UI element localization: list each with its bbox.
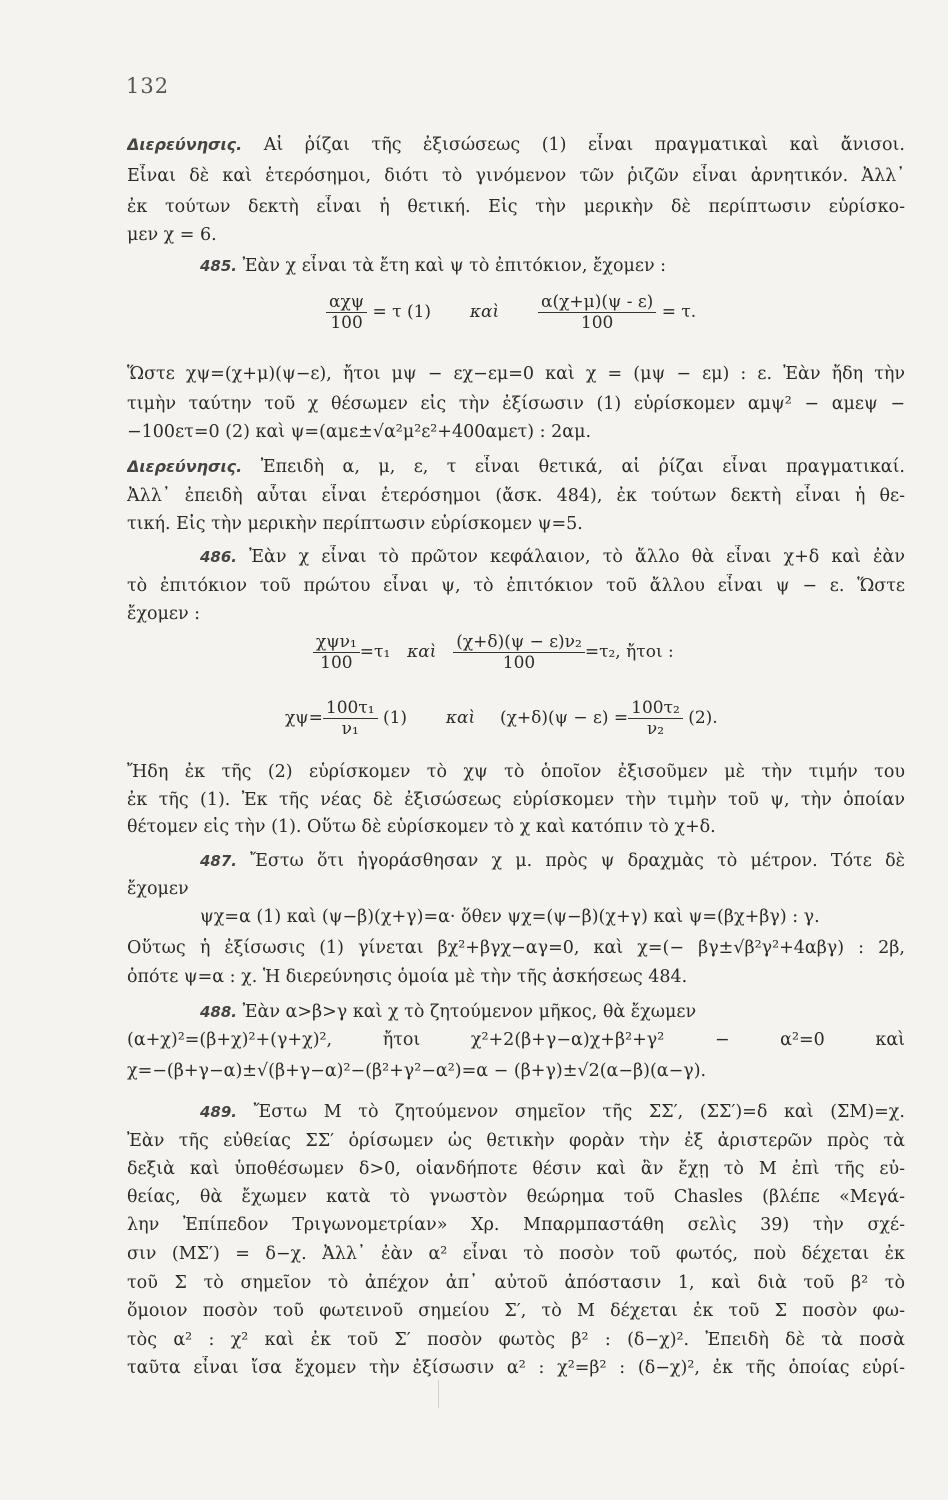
page-number: 132 xyxy=(126,74,170,98)
text: Ἐὰν α>β>γ καὶ χ τὸ ζητούμενον μῆκος, θὰ ἔχωμεν xyxy=(242,1002,697,1022)
paragraph-line: Ἀλλ᾽ ἐπειδὴ αὗται εἶναι ἑτερόσημοι (ἄσκ. 484), ἐκ τούτων δεκτὴ εἶναι ἡ θε- xyxy=(127,486,905,506)
paragraph-line: ὁπότε ψ=α : χ. Ἡ διερεύνησις ὁμοία μὲ τὴν τῆς ἀσκήσεως 484. xyxy=(127,967,688,987)
equation-486-b: χψ= $\frac{\text{100τ₁}}{\text{ν₁}}$ (1) καὶ (χ+δ)(ψ − ε) = $\frac{\text{100τ₂}}{\text{ν₂}}$ (2). xyxy=(285,698,718,739)
paragraph-line: λην Ἐπίπεδον Τριγωνομετρίαν» Χρ. Μπαρμπαστάθη σελὶς 39) τὴν σχέ- xyxy=(127,1215,905,1235)
exercise-number: 488. xyxy=(200,1003,238,1021)
paragraph-line: ψχ=α (1) καὶ (ψ−β)(χ+γ)=α· ὅθεν ψχ=(ψ−β)(χ+γ) καὶ ψ=(βχ+βγ) : γ. xyxy=(200,907,820,927)
paragraph-line: τὸς α² : χ² καὶ ἐκ τοῦ Σ′ ποσὸν φωτὸς β² : (δ−χ)². Ἐπειδὴ δὲ τὰ ποσὰ xyxy=(127,1330,905,1350)
equation-485: $\frac{\text{αχψ}}{100}$ = τ (1) καὶ $\frac{\alpha(\chi+\mu)(\psi - \varepsilon)}{100}$ = τ. xyxy=(326,292,696,333)
paragraph-line: δεξιὰ καὶ ὑποθέσωμεν δ>0, οἱανδήποτε θέσιν καὶ ἂν ἔχῃ τὸ Μ ἐπὶ τῆς εὐ- xyxy=(127,1159,905,1179)
section-label: Διερεύνησις. xyxy=(127,135,243,154)
paragraph-line: ἐκ τῆς (1). Ἐκ τῆς νέας δὲ ἐξισώσεως εὑρίσκομεν τὴν τιμὴν τοῦ ψ, τὴν ὁποίαν xyxy=(127,790,905,810)
paragraph-line: ἐκ τούτων δεκτὴ εἶναι ἡ θετική. Εἰς τὴν μερικὴν δὲ περίπτωσιν εὑρίσκο- xyxy=(127,197,905,217)
text: Αἱ ῥίζαι τῆς ἐξισώσεως (1) εἶναι πραγματικαὶ καὶ ἄνισοι. xyxy=(263,135,905,155)
exercise-486-intro xyxy=(200,545,905,569)
exercise-485-intro xyxy=(200,254,905,278)
exercise-number: 487. xyxy=(200,852,238,870)
text: Ἔστω ὅτι ἠγοράσθησαν χ μ. πρὸς ψ δραχμὰς τὸ μέτρον. Τότε δὲ xyxy=(250,851,905,871)
paragraph-line xyxy=(127,133,905,157)
paragraph-line: Ἤδη ἐκ τῆς (2) εὑρίσκομεν τὸ χψ τὸ ὁποῖον ἐξισοῦμεν μὲ τὴν τιμήν του xyxy=(127,762,905,782)
paragraph-line: χ=−(β+γ−α)±√(β+γ−α)²−(β²+γ²−α²)=α − (β+γ)±√2(α−β)(α−γ). xyxy=(127,1061,707,1081)
fraction: $\frac{\text{χψν₁}}{100}$ xyxy=(313,632,360,673)
paragraph-line: ταῦτα εἶναι ἴσα ἔχομεν τὴν ἐξίσωσιν α² : χ²=β² : (δ−χ)², ἐκ τῆς ὁποίας εὑρί- xyxy=(127,1358,905,1378)
text: Ἐπειδὴ α, μ, ε, τ εἶναι θετικά, αἱ ῥίζαι εἶναι πραγματικαί. xyxy=(260,457,905,477)
paragraph-line: ἔχομεν : xyxy=(127,604,201,624)
fraction: $\frac{\text{αχψ}}{100}$ xyxy=(326,292,367,333)
paragraph-line: Ἐὰν τῆς εὐθείας ΣΣ′ ὁρίσωμεν ὡς θετικὴν φορὰν τὴν ἐξ ἀριστερῶν πρὸς τὰ xyxy=(127,1131,905,1151)
paragraph-line: σιν (ΜΣ′) = δ−χ. Ἀλλ᾽ ἐὰν α² εἶναι τὸ ποσὸν τοῦ φωτός, ποὺ δέχεται ἐκ xyxy=(127,1244,905,1264)
exercise-number: 485. xyxy=(200,257,238,275)
section-label: Διερεύνησις. xyxy=(127,457,243,476)
exercise-number: 489. xyxy=(200,1103,238,1121)
paragraph-line xyxy=(127,455,905,479)
paragraph-line: τική. Εἰς τὴν μερικὴν περίπτωσιν εὑρίσκομεν ψ=5. xyxy=(127,514,583,534)
exercise-487-intro xyxy=(200,849,905,873)
text: Ἐὰν χ εἶναι τὸ πρῶτον κεφάλαιον, τὸ ἄλλο θὰ εἶναι χ+δ καὶ ἐὰν xyxy=(249,547,905,567)
paragraph-line: μεν χ = 6. xyxy=(127,225,217,245)
paragraph-line: ὅμοιον ποσὸν τοῦ φωτεινοῦ σημείου Σ′, τὸ Μ δέχεται ἐκ τοῦ Σ ποσὸν φω- xyxy=(127,1301,905,1321)
paragraph-line: Ὥστε χψ=(χ+μ)(ψ−ε), ἤτοι μψ − εχ−εμ=0 καὶ χ = (μψ − εμ) : ε. Ἐὰν ἤδη τὴν xyxy=(127,364,905,384)
paragraph-line: Εἶναι δὲ καὶ ἑτερόσημοι, διότι τὸ γινόμενον τῶν ῥιζῶν εἶναι ἀρνητικόν. Ἀλλ᾽ xyxy=(127,166,905,186)
text: Ἔστω Μ τὸ ζητούμενον σημεῖον τῆς ΣΣ′, (ΣΣ′)=δ καὶ (ΣΜ)=χ. xyxy=(253,1102,905,1122)
paragraph-line: θείας, θὰ ἔχωμεν κατὰ τὸ γνωστὸν θεώρημα τοῦ Chasles (βλέπε «Μεγά- xyxy=(127,1187,905,1207)
equation-486-a: $\frac{\text{χψν₁}}{100}$ =τ₁ καὶ $\frac{\text{(χ+δ)(ψ − ε)ν₂}}{100}$ =τ₂, ἤτοι : xyxy=(313,632,674,673)
fraction: $\frac{\text{(χ+δ)(ψ − ε)ν₂}}{100}$ xyxy=(453,632,585,673)
fraction: $\frac{\text{100τ₁}}{\text{ν₁}}$ xyxy=(323,698,378,739)
paragraph-line: Οὕτως ἡ ἐξίσωσις (1) γίνεται βχ²+βγχ−αγ=0, καὶ χ=(− βγ±√β²γ²+4αβγ) : 2β, xyxy=(127,938,905,958)
paragraph-line: τοῦ Σ τὸ σημεῖον τὸ ἀπέχον ἀπ᾽ αὐτοῦ ἀπόστασιν 1, καὶ διὰ τοῦ β² τὸ xyxy=(127,1273,905,1293)
paragraph-line: τιμὴν ταύτην τοῦ χ θέσωμεν εἰς τὴν ἐξίσωσιν (1) εὑρίσκομεν αμψ² − αμεψ − xyxy=(127,394,905,414)
paragraph-line: θέτομεν εἰς τὴν (1). Οὕτω δὲ εὑρίσκομεν τὸ χ καὶ κατόπιν τὸ χ+δ. xyxy=(127,817,716,837)
scan-mark xyxy=(438,1380,439,1408)
fraction: $\frac{\text{100τ₂}}{\text{ν₂}}$ xyxy=(628,698,683,739)
paragraph-line: ἔχομεν xyxy=(127,879,189,899)
paragraph-line: (α+χ)²=(β+χ)²+(γ+χ)², ἤτοι χ²+2(β+γ−α)χ+β²+γ² − α²=0 καὶ xyxy=(127,1030,905,1050)
exercise-number: 486. xyxy=(200,548,238,566)
paragraph-line: −100ετ=0 (2) καὶ ψ=(αμε±√α²μ²ε²+400αμετ) : 2αμ. xyxy=(127,422,592,442)
exercise-488-intro xyxy=(200,1000,905,1024)
text: Ἐὰν χ εἶναι τὰ ἔτη καὶ ψ τὸ ἐπιτόκιον, ἔχομεν : xyxy=(242,256,667,276)
paragraph-line: τὸ ἐπιτόκιον τοῦ πρώτου εἶναι ψ, τὸ ἐπιτόκιον τοῦ ἄλλου εἶναι ψ − ε. Ὥστε xyxy=(127,576,905,596)
fraction: $\frac{\alpha(\chi+\mu)(\psi - \varepsilon)}{100}$ xyxy=(538,292,656,333)
exercise-489-intro xyxy=(200,1100,905,1124)
